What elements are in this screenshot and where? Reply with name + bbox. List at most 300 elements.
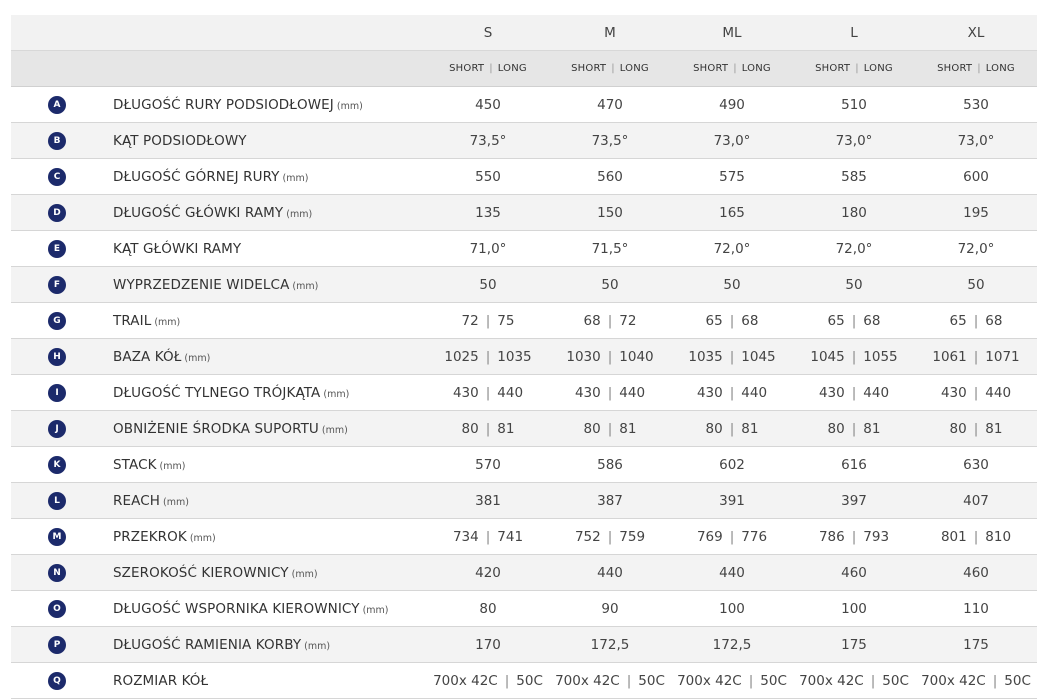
row-label-cell (103, 123, 427, 159)
value-cell-s (427, 447, 549, 483)
value-long: 81 (497, 420, 515, 437)
value-long: 50C (882, 672, 909, 689)
value-short: 734 (452, 528, 479, 545)
table-row (11, 123, 1037, 159)
geometry-table-body (11, 87, 1037, 699)
value-short: 510 (841, 96, 867, 113)
value-cell-l (793, 519, 915, 555)
value-cell-l (793, 627, 915, 663)
value-short: 630 (963, 456, 989, 473)
badge-cell (11, 447, 103, 483)
variant-separator: | (977, 63, 981, 74)
value-long: 1035 (497, 348, 532, 365)
value-short: 73,5° (591, 132, 629, 149)
value-short: 80 (705, 420, 723, 437)
value-cell-xl (915, 519, 1037, 555)
variant-short-label: SHORT (571, 63, 607, 74)
value-cell-l (793, 303, 915, 339)
value-long: 50C (638, 672, 665, 689)
value-separator: | (851, 312, 857, 329)
value-separator: | (973, 384, 979, 401)
badge-cell (11, 159, 103, 195)
badge-cell (11, 591, 103, 627)
value-short: 72 (461, 312, 479, 329)
value-short: 80 (583, 420, 601, 437)
row-letter-badge: B (48, 132, 66, 150)
row-unit: (mm) (189, 532, 216, 544)
value-cell-xl (915, 411, 1037, 447)
variant-short-label: SHORT (449, 63, 485, 74)
row-label: SZEROKOŚĆ KIEROWNICY (113, 564, 289, 581)
value-short: 407 (963, 492, 989, 509)
value-short: 430 (696, 384, 723, 401)
value-cell-xl (915, 483, 1037, 519)
value-separator: | (729, 384, 735, 401)
value-short: 460 (963, 564, 989, 581)
value-long: 50C (516, 672, 543, 689)
value-short: 786 (818, 528, 845, 545)
row-label-cell (103, 555, 427, 591)
value-cell-l (793, 411, 915, 447)
badge-cell (11, 555, 103, 591)
row-letter-badge: J (48, 420, 66, 438)
variant-header-m (549, 51, 671, 87)
value-long: 1040 (619, 348, 654, 365)
value-cell-m (549, 123, 671, 159)
row-label: STACK (113, 456, 157, 473)
variant-short-label: SHORT (693, 63, 729, 74)
value-short: 180 (841, 204, 867, 221)
value-long: 68 (863, 312, 881, 329)
value-cell-m (549, 591, 671, 627)
value-short: 616 (841, 456, 867, 473)
value-long: 50C (760, 672, 787, 689)
value-separator: | (607, 312, 613, 329)
value-cell-xl (915, 87, 1037, 123)
value-separator: | (748, 672, 754, 689)
row-label: OBNIŻENIE ŚRODKA SUPORTU (113, 420, 319, 437)
value-short: 430 (940, 384, 967, 401)
value-cell-s (427, 267, 549, 303)
table-row (11, 591, 1037, 627)
value-long: 81 (619, 420, 637, 437)
value-separator: | (851, 348, 857, 365)
row-label: DŁUGOŚĆ WSPORNIKA KIEROWNICY (113, 600, 360, 617)
value-cell-l (793, 663, 915, 699)
value-cell-m (549, 231, 671, 267)
value-short: 73,0° (713, 132, 751, 149)
value-separator: | (851, 420, 857, 437)
table-row (11, 231, 1037, 267)
value-separator: | (992, 672, 998, 689)
value-cell-s (427, 375, 549, 411)
value-cell-ml (671, 123, 793, 159)
row-label: PRZEKROK (113, 528, 187, 545)
value-cell-s (427, 483, 549, 519)
table-row (11, 303, 1037, 339)
value-short: 175 (963, 636, 989, 653)
badge-cell (11, 627, 103, 663)
value-cell-l (793, 591, 915, 627)
value-separator: | (485, 312, 491, 329)
value-cell-l (793, 339, 915, 375)
row-label-cell (103, 591, 427, 627)
row-letter-badge: I (48, 384, 66, 402)
value-long: 440 (985, 384, 1012, 401)
value-separator: | (973, 528, 979, 545)
row-letter-badge: K (48, 456, 66, 474)
value-short: 170 (475, 636, 501, 653)
row-label-cell (103, 159, 427, 195)
value-separator: | (626, 672, 632, 689)
row-letter-badge: P (48, 636, 66, 654)
value-cell-m (549, 87, 671, 123)
value-cell-ml (671, 375, 793, 411)
value-cell-s (427, 519, 549, 555)
value-cell-m (549, 627, 671, 663)
row-label: DŁUGOŚĆ TYLNEGO TRÓJKĄTA (113, 384, 321, 401)
value-separator: | (729, 348, 735, 365)
row-label-cell (103, 195, 427, 231)
variant-separator: | (855, 63, 859, 74)
row-label-cell (103, 267, 427, 303)
value-cell-m (549, 483, 671, 519)
value-cell-xl (915, 123, 1037, 159)
value-short: 100 (841, 600, 867, 617)
value-long: 68 (741, 312, 759, 329)
value-short: 110 (963, 600, 989, 617)
value-cell-m (549, 339, 671, 375)
variant-long-label: LONG (863, 63, 893, 74)
value-long: 440 (741, 384, 768, 401)
variant-header-ml (671, 51, 793, 87)
value-short: 560 (597, 168, 623, 185)
value-cell-ml (671, 159, 793, 195)
row-label-cell (103, 303, 427, 339)
row-label: DŁUGOŚĆ RURY PODSIODŁOWEJ (113, 96, 334, 113)
table-row (11, 87, 1037, 123)
variant-long-label: LONG (497, 63, 527, 74)
value-long: 1071 (985, 348, 1020, 365)
value-cell-m (549, 447, 671, 483)
value-long: 440 (619, 384, 646, 401)
badge-cell (11, 123, 103, 159)
value-short: 72,0° (713, 240, 751, 257)
value-cell-xl (915, 447, 1037, 483)
value-short: 150 (597, 204, 623, 221)
badge-cell (11, 339, 103, 375)
variant-short-label: SHORT (815, 63, 851, 74)
value-short: 700x 42C (799, 672, 864, 689)
value-long: 810 (985, 528, 1012, 545)
row-letter-badge: C (48, 168, 66, 186)
value-long: 81 (863, 420, 881, 437)
row-letter-badge: D (48, 204, 66, 222)
size-header-xl: XL (915, 15, 1037, 51)
value-long: 776 (741, 528, 768, 545)
table-row (11, 159, 1037, 195)
value-cell-l (793, 555, 915, 591)
value-short: 71,0° (469, 240, 507, 257)
size-header-row (11, 15, 1037, 51)
value-short: 420 (475, 564, 501, 581)
value-cell-xl (915, 555, 1037, 591)
value-long: 72 (619, 312, 637, 329)
value-cell-s (427, 303, 549, 339)
value-short: 700x 42C (921, 672, 986, 689)
value-short: 90 (601, 600, 619, 617)
variant-header-row (11, 51, 1037, 87)
row-letter-badge: H (48, 348, 66, 366)
value-long: 440 (863, 384, 890, 401)
value-short: 65 (827, 312, 845, 329)
value-long: 81 (741, 420, 759, 437)
variant-header-xl (915, 51, 1037, 87)
value-long: 793 (863, 528, 890, 545)
table-row (11, 519, 1037, 555)
value-separator: | (485, 420, 491, 437)
table-row (11, 267, 1037, 303)
value-separator: | (485, 528, 491, 545)
row-label-cell (103, 411, 427, 447)
value-short: 1061 (932, 348, 967, 365)
table-row (11, 555, 1037, 591)
header-empty-cell (103, 51, 427, 87)
value-short: 470 (597, 96, 623, 113)
value-cell-ml (671, 87, 793, 123)
value-short: 700x 42C (677, 672, 742, 689)
badge-cell (11, 303, 103, 339)
value-short: 68 (583, 312, 601, 329)
value-long: 1055 (863, 348, 898, 365)
value-cell-ml (671, 267, 793, 303)
value-separator: | (607, 384, 613, 401)
row-label: DŁUGOŚĆ GŁÓWKI RAMY (113, 204, 284, 221)
value-short: 440 (597, 564, 623, 581)
value-cell-l (793, 267, 915, 303)
row-label-cell (103, 375, 427, 411)
row-label: KĄT PODSIODŁOWY (113, 132, 247, 149)
geometry-table (11, 15, 1037, 699)
variant-separator: | (489, 63, 493, 74)
row-label-cell (103, 519, 427, 555)
value-short: 769 (696, 528, 723, 545)
row-unit: (mm) (336, 100, 363, 112)
row-unit: (mm) (154, 316, 181, 328)
value-cell-ml (671, 519, 793, 555)
row-letter-badge: M (48, 528, 66, 546)
value-separator: | (973, 348, 979, 365)
value-separator: | (729, 420, 735, 437)
value-short: 391 (719, 492, 745, 509)
value-short: 387 (597, 492, 623, 509)
variant-header-l (793, 51, 915, 87)
badge-cell (11, 87, 103, 123)
row-label: KĄT GŁÓWKI RAMY (113, 240, 242, 257)
value-short: 73,0° (957, 132, 995, 149)
row-unit: (mm) (286, 208, 313, 220)
value-short: 50 (967, 276, 985, 293)
value-cell-m (549, 303, 671, 339)
row-letter-badge: L (48, 492, 66, 510)
table-row (11, 483, 1037, 519)
value-short: 72,0° (835, 240, 873, 257)
badge-cell (11, 519, 103, 555)
value-short: 460 (841, 564, 867, 581)
value-cell-l (793, 123, 915, 159)
value-long: 741 (497, 528, 524, 545)
value-separator: | (973, 420, 979, 437)
value-short: 1035 (688, 348, 723, 365)
badge-cell (11, 411, 103, 447)
value-short: 700x 42C (555, 672, 620, 689)
value-cell-s (427, 627, 549, 663)
value-short: 50 (845, 276, 863, 293)
value-cell-l (793, 375, 915, 411)
row-letter-badge: F (48, 276, 66, 294)
row-label: DŁUGOŚĆ RAMIENIA KORBY (113, 636, 302, 653)
table-row (11, 663, 1037, 699)
header-empty-cell (11, 15, 103, 51)
row-unit: (mm) (163, 496, 189, 508)
row-label: TRAIL (113, 312, 152, 329)
value-short: 172,5 (590, 636, 630, 653)
value-short: 1030 (566, 348, 601, 365)
value-cell-xl (915, 591, 1037, 627)
value-short: 430 (452, 384, 479, 401)
value-cell-xl (915, 231, 1037, 267)
value-separator: | (729, 312, 735, 329)
value-cell-ml (671, 483, 793, 519)
value-cell-ml (671, 447, 793, 483)
badge-cell (11, 483, 103, 519)
header-empty-cell (103, 15, 427, 51)
value-short: 65 (949, 312, 967, 329)
value-separator: | (607, 420, 613, 437)
value-cell-m (549, 267, 671, 303)
value-cell-ml (671, 627, 793, 663)
variant-short-label: SHORT (937, 63, 973, 74)
variant-long-label: LONG (741, 63, 771, 74)
value-separator: | (607, 528, 613, 545)
value-separator: | (973, 312, 979, 329)
value-cell-m (549, 375, 671, 411)
value-short: 73,5° (469, 132, 507, 149)
value-short: 570 (475, 456, 501, 473)
value-long: 50C (1004, 672, 1031, 689)
value-long: 81 (985, 420, 1003, 437)
value-cell-ml (671, 231, 793, 267)
value-cell-m (549, 663, 671, 699)
row-letter-badge: N (48, 564, 66, 582)
value-short: 1025 (444, 348, 479, 365)
variant-separator: | (733, 63, 737, 74)
row-unit: (mm) (282, 172, 309, 184)
value-cell-xl (915, 627, 1037, 663)
value-separator: | (607, 348, 613, 365)
row-label: BAZA KÓŁ (113, 348, 182, 365)
value-cell-m (549, 411, 671, 447)
value-short: 80 (949, 420, 967, 437)
variant-separator: | (611, 63, 615, 74)
row-label: ROZMIAR KÓŁ (113, 672, 209, 689)
row-unit: (mm) (159, 460, 186, 472)
value-separator: | (485, 348, 491, 365)
row-label-cell (103, 627, 427, 663)
row-letter-badge: G (48, 312, 66, 330)
value-cell-s (427, 123, 549, 159)
row-label-cell (103, 663, 427, 699)
value-short: 80 (479, 600, 497, 617)
value-cell-s (427, 339, 549, 375)
table-row (11, 447, 1037, 483)
value-short: 73,0° (835, 132, 873, 149)
value-cell-ml (671, 555, 793, 591)
value-short: 50 (601, 276, 619, 293)
row-label: WYPRZEDZENIE WIDELCA (113, 276, 290, 293)
value-short: 195 (963, 204, 989, 221)
value-cell-l (793, 231, 915, 267)
row-unit: (mm) (304, 640, 331, 652)
size-header-m: M (549, 15, 671, 51)
value-long: 1045 (741, 348, 776, 365)
value-cell-s (427, 231, 549, 267)
value-short: 752 (574, 528, 601, 545)
value-cell-m (549, 519, 671, 555)
value-separator: | (851, 384, 857, 401)
row-unit: (mm) (292, 280, 319, 292)
value-cell-s (427, 411, 549, 447)
value-short: 65 (705, 312, 723, 329)
value-short: 381 (475, 492, 501, 509)
value-cell-l (793, 87, 915, 123)
row-letter-badge: Q (48, 672, 66, 690)
value-separator: | (504, 672, 510, 689)
value-long: 759 (619, 528, 646, 545)
value-cell-ml (671, 339, 793, 375)
size-header-l: L (793, 15, 915, 51)
value-cell-s (427, 555, 549, 591)
value-separator: | (729, 528, 735, 545)
value-short: 175 (841, 636, 867, 653)
row-label-cell (103, 87, 427, 123)
value-cell-ml (671, 663, 793, 699)
row-unit: (mm) (323, 388, 350, 400)
value-cell-ml (671, 591, 793, 627)
value-cell-xl (915, 663, 1037, 699)
value-cell-xl (915, 159, 1037, 195)
row-label: REACH (113, 492, 160, 509)
row-unit: (mm) (291, 568, 318, 580)
row-unit: (mm) (321, 424, 348, 436)
value-cell-s (427, 159, 549, 195)
value-long: 75 (497, 312, 515, 329)
badge-cell (11, 267, 103, 303)
row-letter-badge: E (48, 240, 66, 258)
row-unit: (mm) (362, 604, 389, 616)
value-cell-l (793, 447, 915, 483)
geometry-table-container (11, 15, 1037, 699)
value-cell-s (427, 591, 549, 627)
table-row (11, 411, 1037, 447)
variant-long-label: LONG (985, 63, 1015, 74)
row-label-cell (103, 231, 427, 267)
badge-cell (11, 195, 103, 231)
value-cell-m (549, 195, 671, 231)
value-short: 585 (841, 168, 867, 185)
value-cell-ml (671, 411, 793, 447)
value-short: 430 (574, 384, 601, 401)
